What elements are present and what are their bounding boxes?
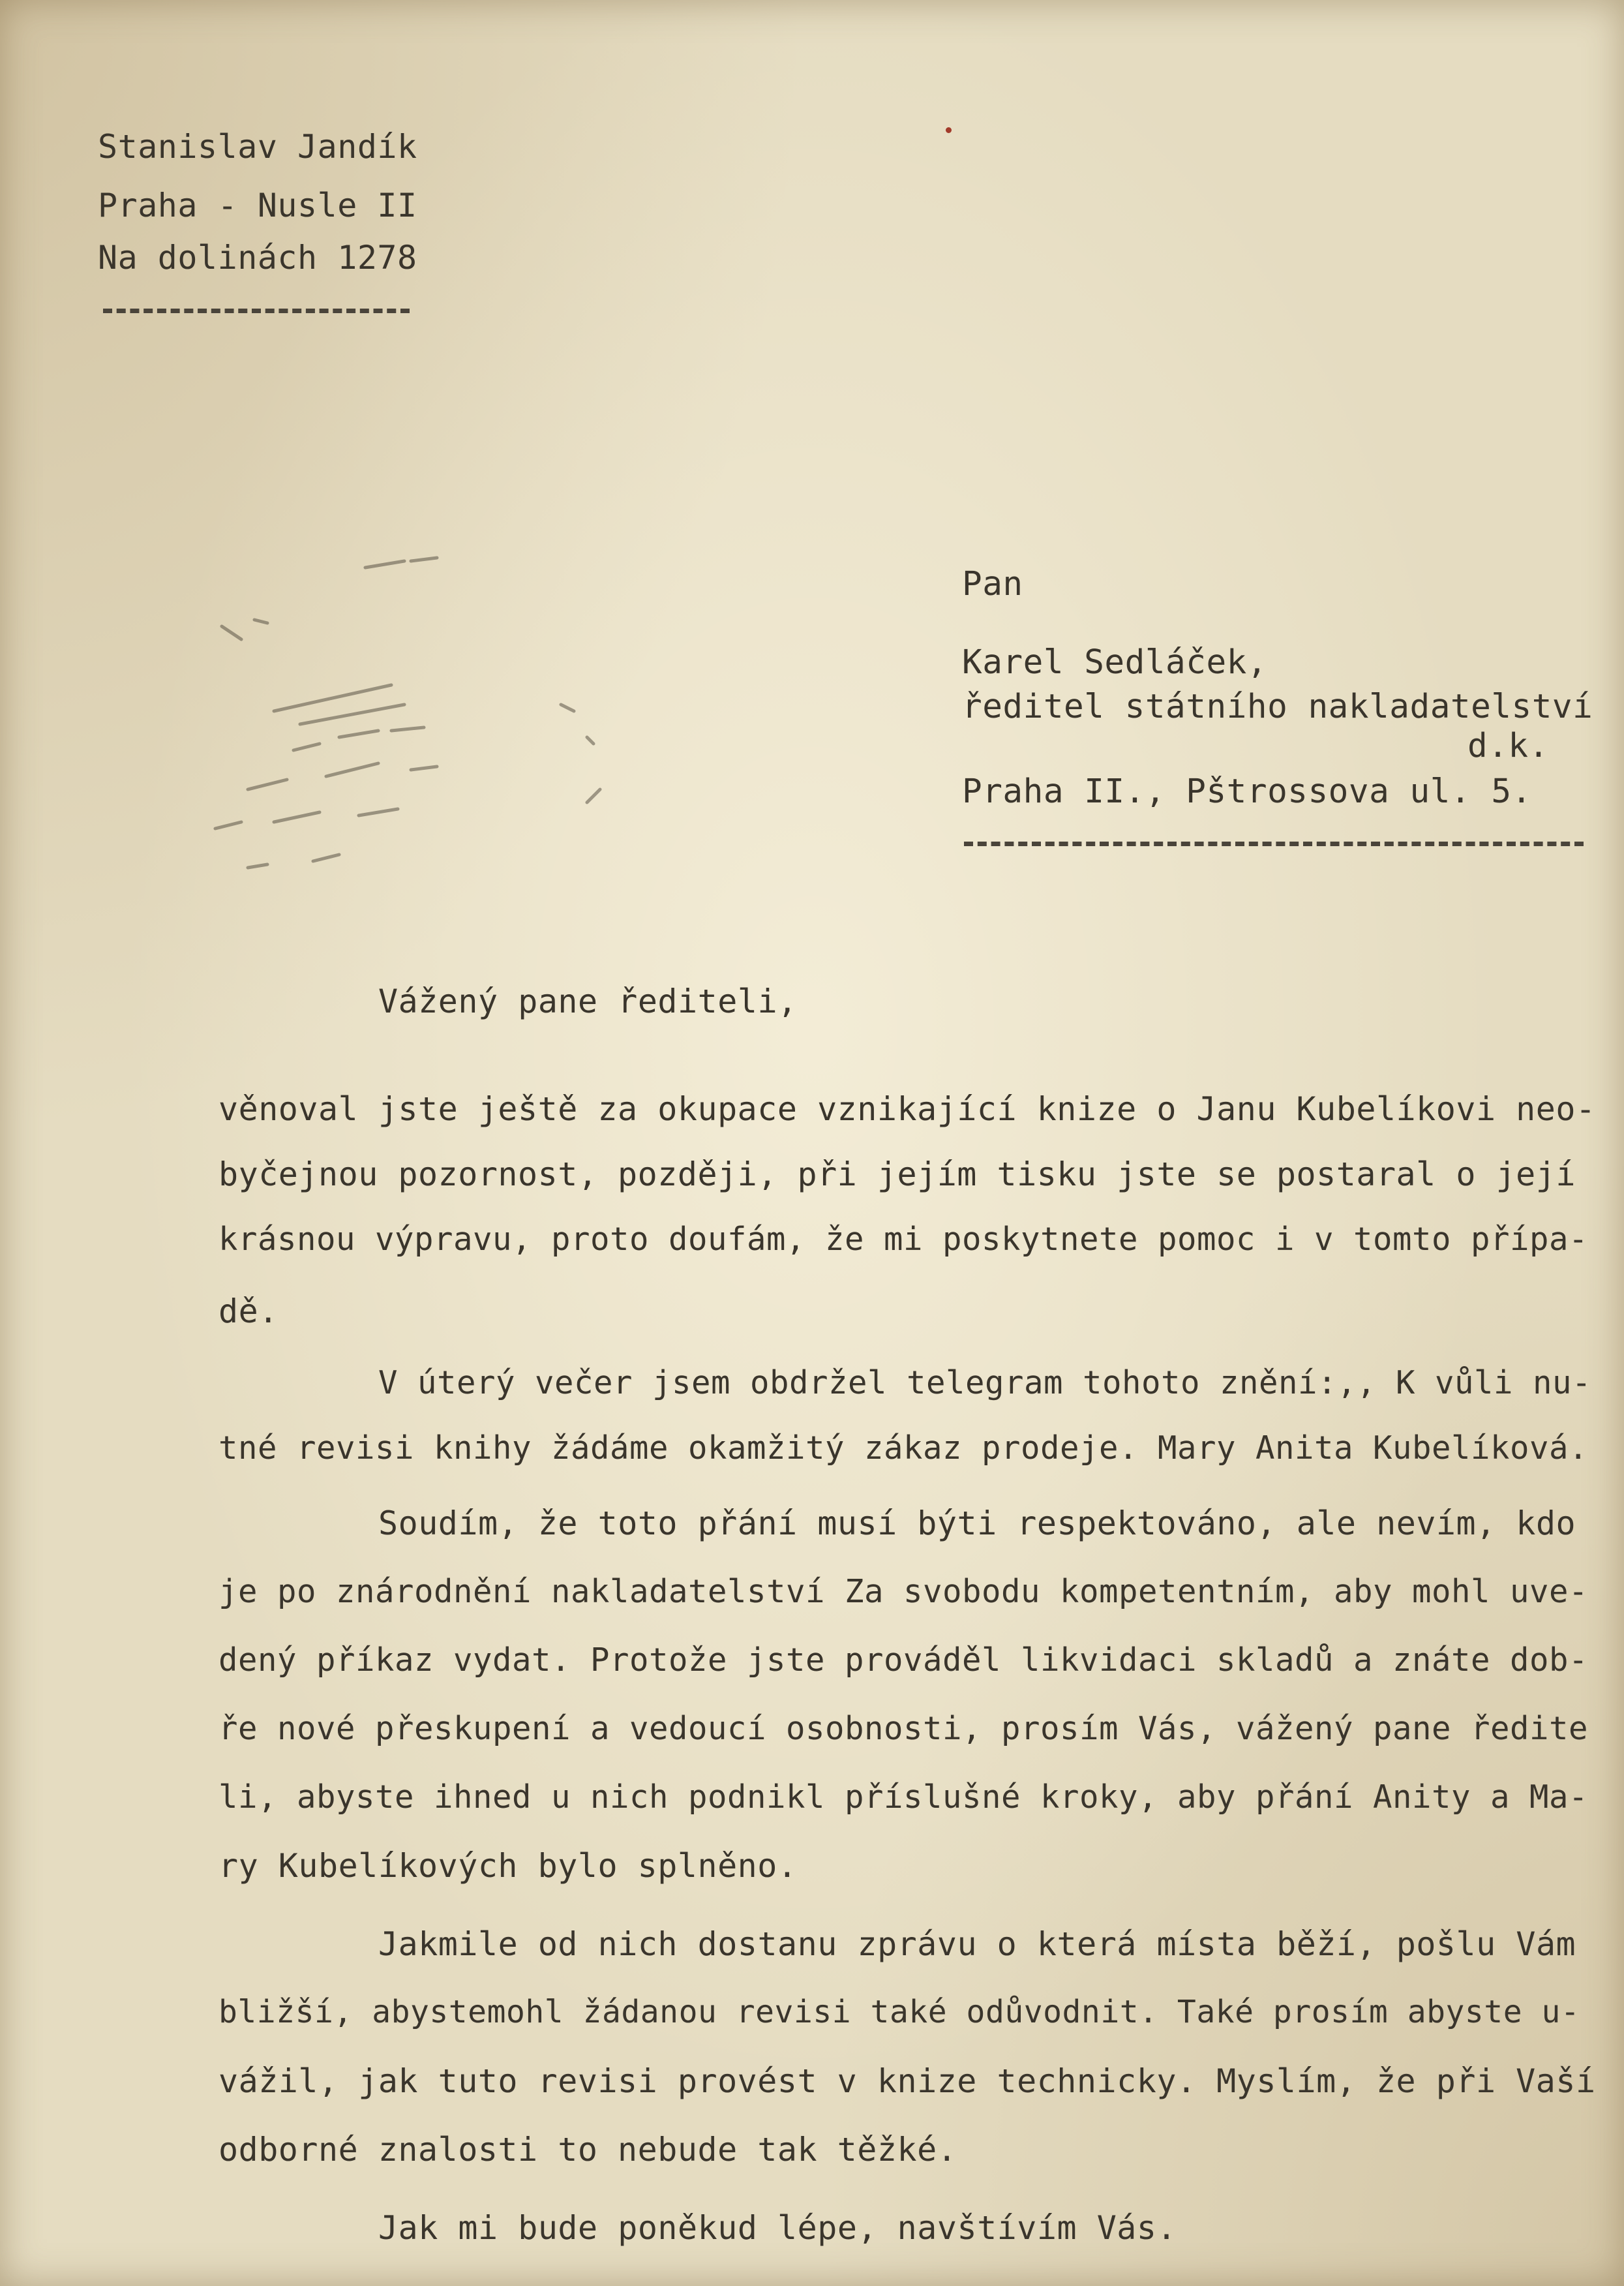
recipient-divider — [964, 842, 1584, 846]
body-line: li, abyste ihned u nich podnikl příslušné kroky, aby přání Anity a Ma- — [218, 1778, 1589, 1816]
body-line: odborné znalosti to nebude tak těžké. — [218, 2131, 957, 2169]
sender-street: Na dolinách 1278 — [98, 239, 417, 277]
body-line: vážil, jak tuto revisi provést v knize technicky. Myslím, že při Vaší — [218, 2062, 1596, 2100]
body-line: je po znárodnění nakladatelství Za svobodu kompetentním, aby mohl uve- — [218, 1573, 1589, 1610]
body-line: Soudím, že toto přání musí býti respektováno, ale nevím, kdo — [378, 1504, 1576, 1542]
body-line: tné revisi knihy žádáme okamžitý zákaz prodeje. Mary Anita Kubelíková. — [218, 1429, 1589, 1467]
faded-stamp-mark — [196, 541, 652, 907]
ink-spot — [946, 127, 952, 133]
body-line: dený příkaz vydat. Protože jste prováděl likvidaci skladů a znáte dob- — [218, 1641, 1589, 1679]
body-line: ry Kubelíkových bylo splněno. — [218, 1847, 798, 1885]
recipient-address: Praha II., Pštrossova ul. 5. — [962, 772, 1532, 811]
greeting: Vážený pane řediteli, — [378, 983, 798, 1020]
recipient-title-suffix: d.k. — [1467, 727, 1549, 765]
body-line: byčejnou pozornost, později, při jejím tisku jste se postaral o její — [218, 1155, 1576, 1193]
body-line: Jak mi bude poněkud lépe, navštívím Vás. — [378, 2209, 1177, 2247]
recipient-title: ředitel státního nakladatelství — [962, 688, 1593, 726]
body-line: krásnou výpravu, proto doufám, že mi poskytnete pomoc i v tomto přípa- — [218, 1221, 1589, 1258]
body-line: V úterý večer jsem obdržel telegram tohoto znění:,, K vůli nu- — [378, 1364, 1592, 1401]
body-line: bližší, abystemohl žádanou revisi také odůvodnit. Také prosím abyste u- — [218, 1994, 1580, 2030]
body-line: dě. — [218, 1292, 278, 1330]
body-line: ře nové přeskupení a vedoucí osobnosti, prosím Vás, vážený pane ředite — [218, 1710, 1589, 1747]
recipient-name: Karel Sedláček, — [962, 643, 1268, 682]
body-line: věnoval jste ještě za okupace vznikající knize o Janu Kubelíkovi neo- — [218, 1090, 1596, 1128]
sender-name: Stanislav Jandík — [98, 128, 417, 166]
sender-city: Praha - Nusle II — [98, 187, 417, 224]
sender-divider — [103, 309, 410, 313]
body-line: Jakmile od nich dostanu zprávu o která místa běží, pošlu Vám — [378, 1925, 1576, 1963]
recipient-salutation: Pan — [962, 565, 1023, 603]
